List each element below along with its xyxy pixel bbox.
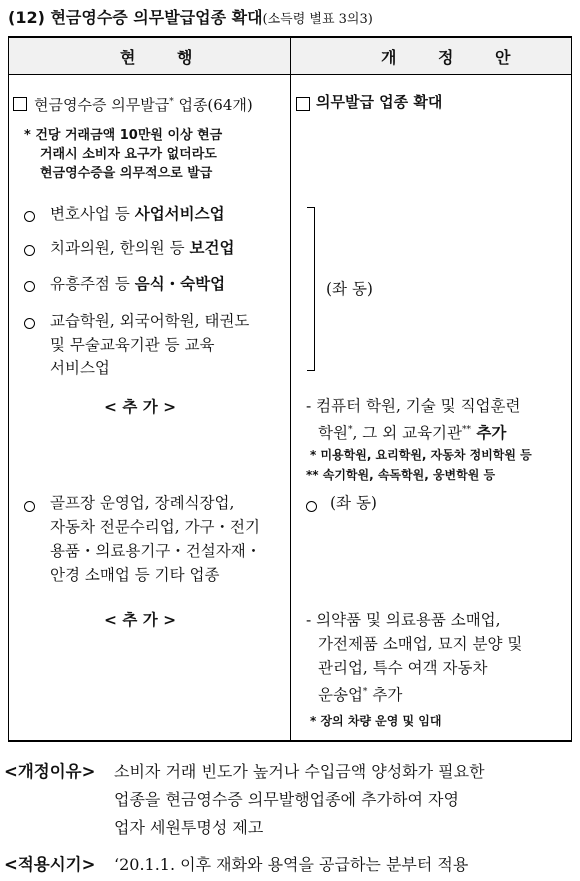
left-add-label-2: < 추 가 > [104,611,177,629]
right-dash-2-line-4 [318,681,402,707]
table-right-border [571,37,572,741]
left-item-2-bold: 보건업 [189,239,235,257]
left-item-1-bold: 사업서비스업 [134,205,225,223]
effective-label: <적용시기> [4,855,96,874]
left-item-1 [50,203,225,226]
circle-bullet-icon [24,281,35,292]
left-item-4-line-1: 교습학원, 외국어학원, 태권도 [50,312,250,330]
left-item-3-plain: 유흥주점 등 [50,275,135,293]
left-intro-text: 현금영수증 의무발급 [34,96,170,114]
right-dash-2-line-1: - 의약품 및 의료용품 소매업, [306,611,501,629]
right-dash-1-line-2 [318,419,506,445]
bracket-icon [307,207,315,371]
circle-bullet-icon [24,318,35,329]
right-dash-1-sup-1: * [347,425,353,435]
header-revised: 개 정 안 [381,48,529,67]
right-dash-2-line-3: 관리업, 특수 여객 자동차 [318,659,488,677]
right-dash-1-line-1: - 컴퓨터 학원, 기술 및 직업훈련 [306,397,521,415]
left-other-line-4: 안경 소매업 등 기타 업종 [50,566,220,584]
effective-text: ‘20.1.1. 이후 재화와 용역을 공급하는 분부터 적용 [114,855,469,874]
right-note-2: * 장의 차량 운영 및 임대 [310,714,442,728]
reason-line-3: 업자 세원투명성 제고 [114,818,264,837]
reason-line-1: 소비자 거래 빈도가 높거나 수입금액 양성화가 필요한 [114,762,485,781]
right-same-1: (좌 동) [326,280,373,298]
circle-bullet-icon [24,501,35,512]
checkbox-square-icon [13,97,27,111]
section-title-sub: (소득령 별표 3의3) [262,12,373,27]
section-title [8,5,373,28]
left-intro [34,91,253,117]
left-item-3 [50,273,225,296]
section-title-main: (12) 현금영수증 의무발급업종 확대 [8,8,263,27]
left-intro-tail: 업종(64개) [173,96,253,114]
left-other-line-1: 골프장 운영업, 장례식장업, [50,494,235,512]
left-note-line-3: 현금영수증을 의무적으로 발급 [40,166,213,181]
right-dash-1-sup-2: ** [462,425,471,435]
left-item-3-bold: 음식・숙박업 [134,275,226,293]
circle-bullet-icon [24,211,35,222]
right-same-2: (좌 동) [330,494,377,512]
left-item-2 [50,237,234,260]
table-column-divider [290,37,291,741]
left-item-2-plain: 치과의원, 한의원 등 [50,239,190,257]
reason-line-2: 업종을 현금영수증 의무발행업종에 추가하여 자영 [114,790,459,809]
right-note-1-line-1: * 미용학원, 요리학원, 자동차 정비학원 등 [310,448,532,462]
left-other-line-2: 자동차 전문수리업, 가구・전기 [50,518,260,536]
circle-bullet-icon [306,501,317,512]
left-item-1-plain: 변호사업 등 [50,205,135,223]
right-dash-2-line-2: 가전제품 소매업, 묘지 분양 및 [318,635,523,653]
left-item-4-line-2: 및 무술교육기관 등 교육 [50,336,215,354]
left-note-line-1: * 건당 거래금액 10만원 이상 현금 [24,128,223,143]
left-intro-sup: * [169,97,174,107]
header-current: 현 행 [120,48,211,67]
right-dash-2-last-b: 추가 [367,686,403,705]
left-add-label-1: < 추 가 > [104,398,177,416]
table-left-border [8,37,9,741]
right-dash-2-last-sup: * [362,687,368,697]
left-item-4-line-3: 서비스업 [50,359,110,377]
right-dash-2-last-a: 운송업 [318,686,363,705]
checkbox-square-icon [296,97,310,111]
right-note-1-line-2: ** 속기학원, 속독학원, 웅변학원 등 [306,468,496,482]
right-intro: 의무발급 업종 확대 [316,93,443,111]
reason-label: <개정이유> [4,762,96,781]
right-dash-1-line-2a: 학원 [318,424,348,443]
circle-bullet-icon [24,245,35,256]
left-note-line-2: 거래시 소비자 요구가 없더라도 [40,147,217,162]
right-dash-1-line-2c: 추가 [471,424,507,443]
right-dash-1-line-2b: , 그 외 교육기관 [352,424,462,443]
left-other-line-3: 용품・의료용기구・건설자재・ [50,542,262,560]
